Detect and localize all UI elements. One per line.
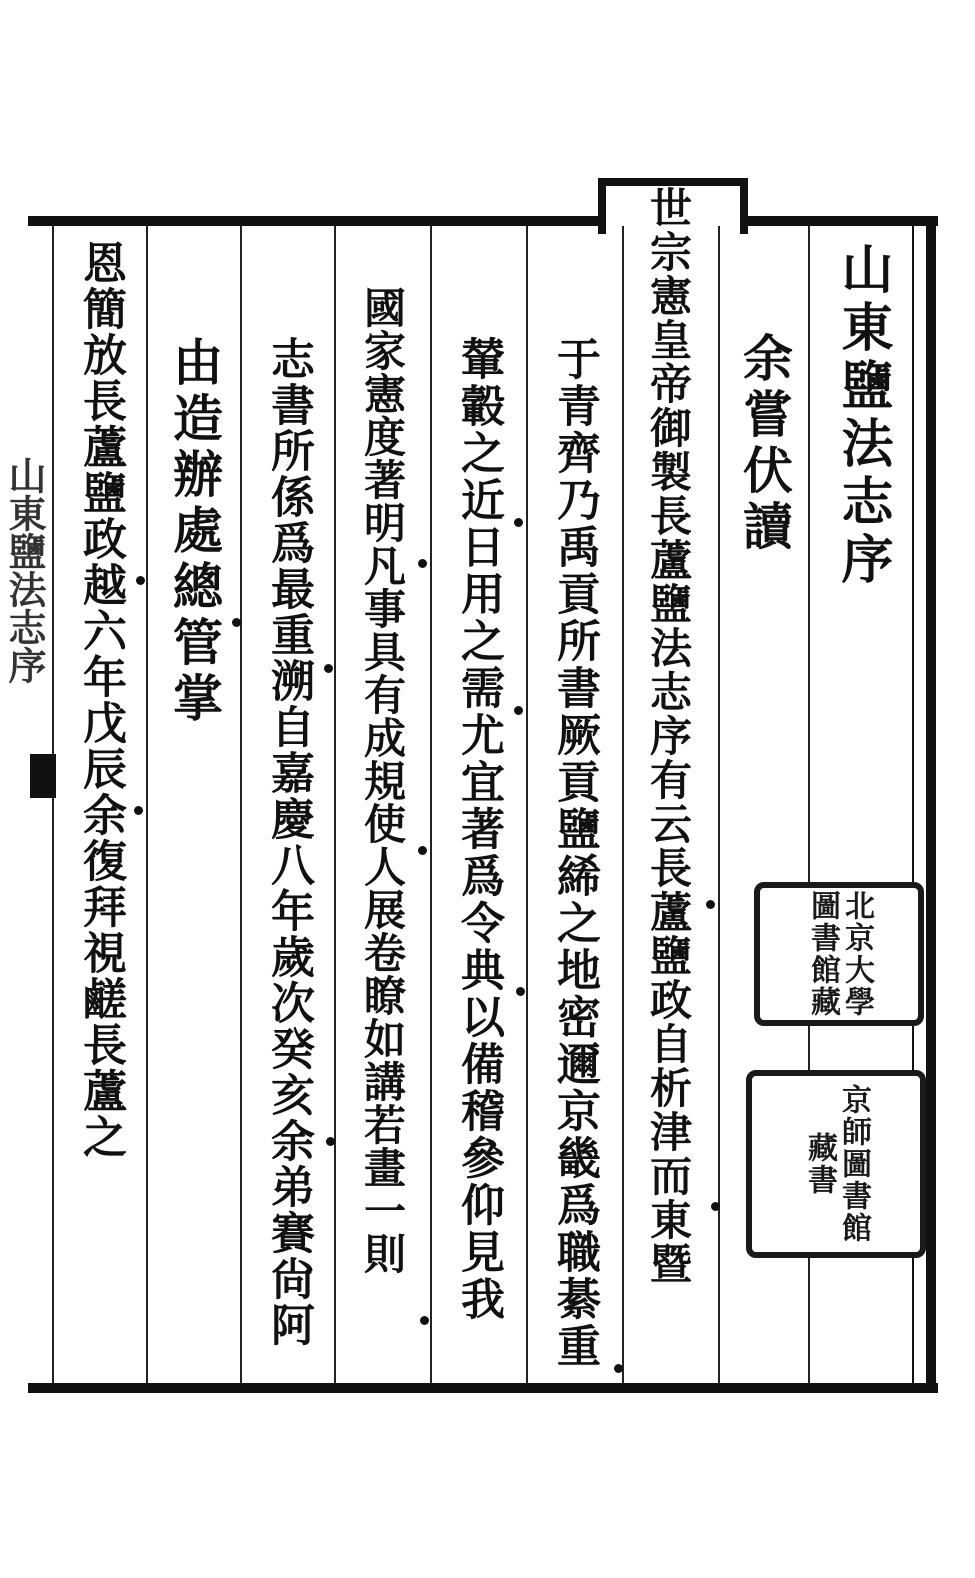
margin-label: 山東鹽法志序 (2, 456, 47, 684)
punctuation-dot (134, 806, 143, 815)
text-column-4: 輦轂之近日用之需尤宜著爲令典以備稽參仰見我 (453, 336, 504, 1323)
collector-seal-upper (754, 882, 924, 1026)
frame-top-border (28, 216, 938, 226)
punctuation-dot (232, 618, 241, 627)
text-column-7: 由造辦處總管掌 (165, 336, 224, 728)
column-rule (430, 226, 432, 1383)
column-rule (526, 226, 528, 1383)
text-column-2: 世宗憲皇帝御製長蘆鹽法志序有云長蘆鹽政自析津而東暨 (644, 186, 693, 1286)
text-column-8: 恩簡放長蘆鹽政越六年戊辰余復拜視鹺長蘆之 (75, 240, 126, 1160)
punctuation-dot (711, 1202, 720, 1211)
punctuation-dot (324, 664, 333, 673)
punctuation-dot (418, 559, 427, 568)
punctuation-dot (516, 987, 525, 996)
fish-tail-mark (30, 754, 56, 798)
page-title: 山東鹽法志序 (832, 242, 893, 590)
column-rule (146, 226, 148, 1383)
collector-seal-lower (746, 1070, 926, 1258)
punctuation-dot (136, 576, 145, 585)
text-column-6: 志書所係爲最重溯自嘉慶八年歲次癸亥余弟賽尙阿 (263, 336, 314, 1348)
seal-lower-text: 京師圖書館藏書 (802, 1084, 871, 1244)
frame-bottom-border (28, 1383, 938, 1393)
text-column-3: 于青齊乃禹貢所書厥貢鹽絺之地密邇京畿爲職綦重 (549, 336, 600, 1370)
frame-right-border (926, 216, 936, 1393)
punctuation-dot (614, 1364, 623, 1373)
punctuation-dot (514, 518, 523, 527)
text-column-1: 余嘗伏讀 (735, 332, 794, 556)
punctuation-dot (420, 1316, 429, 1325)
column-rule (622, 226, 624, 1383)
column-rule (240, 226, 242, 1383)
column-rule (334, 226, 336, 1383)
punctuation-dot (418, 846, 427, 855)
column-rule (52, 226, 54, 1383)
punctuation-dot (514, 706, 523, 715)
punctuation-dot (706, 900, 715, 909)
text-column-5: 國家憲度著明凡事具有成規使人展卷瞭如講若畫一則 (358, 286, 407, 1275)
seal-upper-text: 北京大學圖書館藏 (805, 890, 874, 1018)
punctuation-dot (326, 1137, 335, 1146)
page-edge (0, 226, 47, 1383)
